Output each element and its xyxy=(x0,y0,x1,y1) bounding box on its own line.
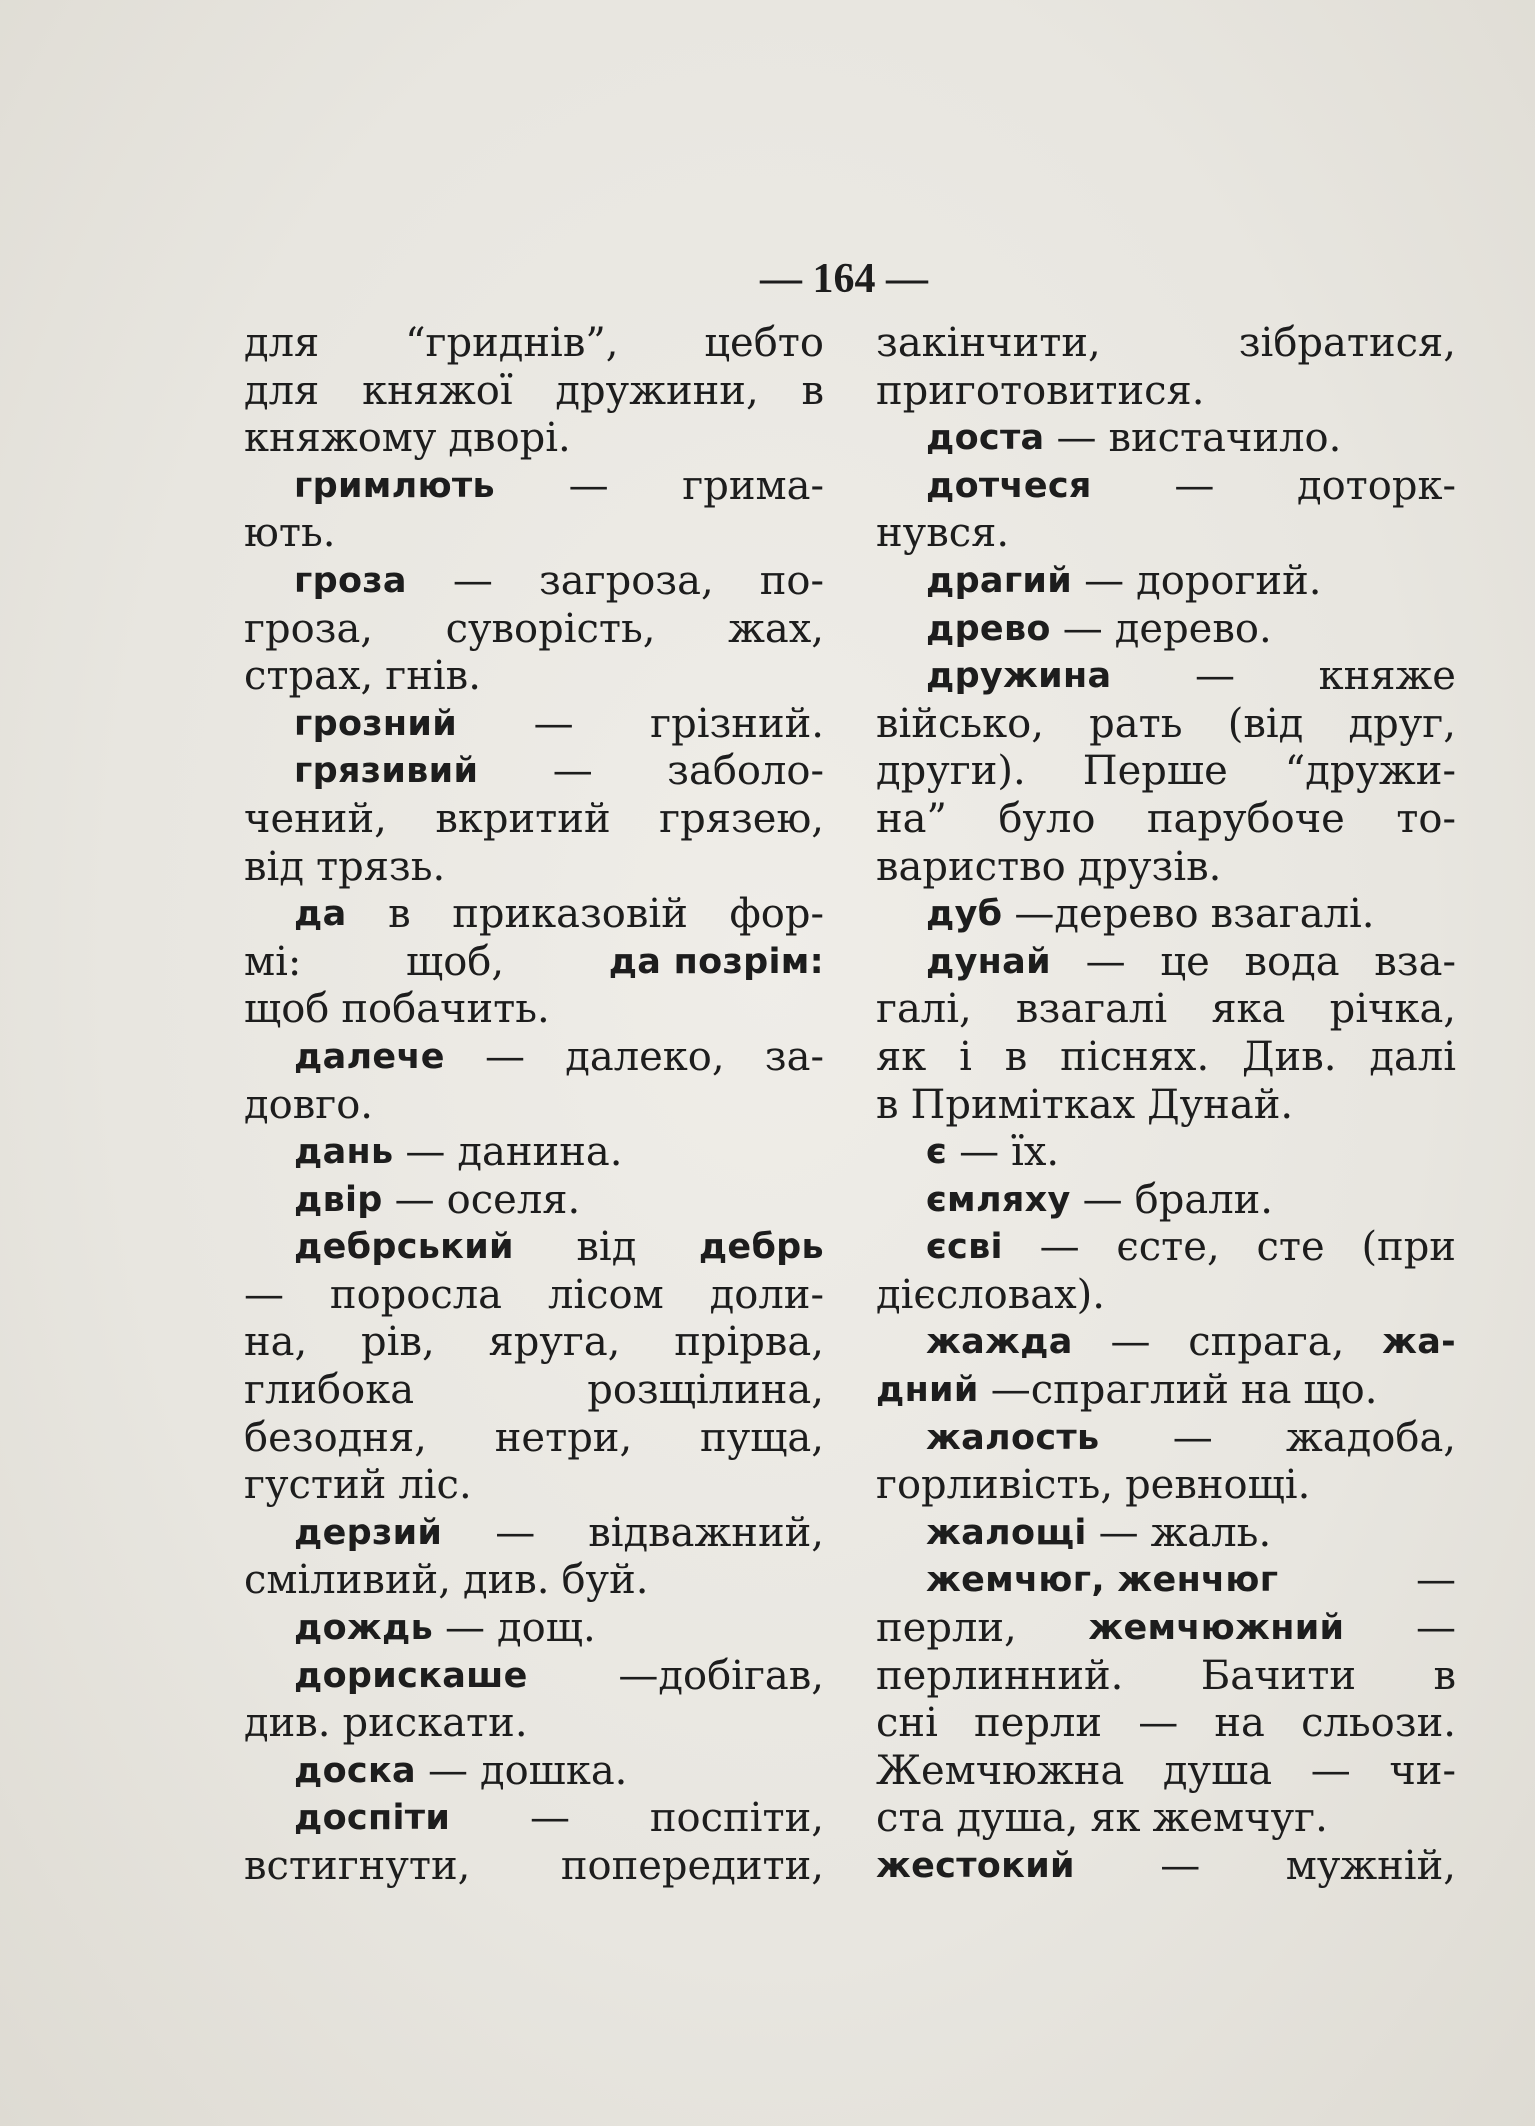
left-column xyxy=(244,320,824,1891)
word: доторк- xyxy=(1296,462,1456,509)
word: —добігав, xyxy=(618,1652,824,1699)
text-line xyxy=(876,748,1456,796)
word: на xyxy=(1214,1700,1265,1747)
word: річка, xyxy=(1329,986,1456,1033)
word: нетри, xyxy=(494,1414,633,1461)
text-line xyxy=(244,891,824,939)
headword: дуб xyxy=(926,894,1003,935)
word: — xyxy=(530,1795,571,1842)
headword: древо xyxy=(926,608,1051,649)
word: вариство xyxy=(876,843,1066,890)
word: яка xyxy=(1211,986,1286,1033)
word: княжої xyxy=(362,367,513,414)
word: піснях. xyxy=(1060,1033,1210,1080)
word: Перше xyxy=(1082,748,1228,795)
headword: дунай xyxy=(926,941,1051,982)
word: перли xyxy=(974,1700,1103,1747)
headword: дотчеся xyxy=(926,465,1092,506)
text-line xyxy=(876,1795,1456,1843)
text-line xyxy=(244,1795,824,1843)
word: чений, xyxy=(244,795,387,842)
word: — xyxy=(1174,462,1215,509)
word: див. xyxy=(244,1700,331,1747)
word: дерево. xyxy=(1114,605,1272,652)
text-line xyxy=(876,1272,1456,1320)
word: дружини, xyxy=(555,367,759,414)
word: княжому xyxy=(244,415,437,462)
text-line xyxy=(876,891,1456,939)
headword: доска xyxy=(294,1750,416,1791)
text-line xyxy=(876,1462,1456,1510)
text-line xyxy=(244,510,824,558)
word: брали. xyxy=(1134,1176,1273,1223)
headword: дебрь xyxy=(698,1227,824,1268)
headword: дерзий xyxy=(294,1512,443,1553)
text-line xyxy=(876,558,1456,606)
word: гроза, xyxy=(244,605,374,652)
text-line xyxy=(876,1557,1456,1605)
text-line xyxy=(244,415,824,463)
word: для xyxy=(244,367,320,414)
text-line xyxy=(244,1462,824,1510)
word: жемчуг. xyxy=(1152,1795,1328,1842)
word: — xyxy=(1084,557,1125,604)
word: сміливий, xyxy=(244,1557,451,1604)
word: по- xyxy=(759,557,824,604)
word: далеко, xyxy=(565,1033,725,1080)
word: Жемчюжна xyxy=(876,1747,1125,1794)
text-line xyxy=(876,939,1456,987)
word: перлинний. xyxy=(876,1652,1124,1699)
text-line xyxy=(876,796,1456,844)
word: за- xyxy=(764,1033,824,1080)
text-line xyxy=(876,415,1456,463)
word: “дружи- xyxy=(1284,748,1456,795)
word: як xyxy=(1090,1795,1141,1842)
word: взагалі. xyxy=(1210,891,1375,938)
word: — xyxy=(1110,1319,1151,1366)
word: — xyxy=(959,1129,1000,1176)
word: що. xyxy=(1303,1367,1378,1414)
word: —дерево xyxy=(1014,891,1199,938)
text-line xyxy=(876,1129,1456,1177)
text-line xyxy=(876,1034,1456,1082)
word: ліс. xyxy=(398,1462,472,1509)
word: — xyxy=(445,1605,486,1652)
text-line xyxy=(244,606,824,654)
text-line xyxy=(244,1272,824,1320)
headword: дождь xyxy=(294,1608,434,1649)
text-line xyxy=(876,1224,1456,1272)
word: щоб, xyxy=(406,938,505,985)
word: сте xyxy=(1256,1224,1325,1271)
headword: далече xyxy=(294,1036,445,1077)
word: сльози. xyxy=(1301,1700,1456,1747)
headword: є xyxy=(926,1132,948,1173)
word: — xyxy=(1172,1414,1213,1461)
text-line xyxy=(876,1748,1456,1796)
word: вкритий xyxy=(435,795,611,842)
word: вода xyxy=(1244,938,1340,985)
word: — xyxy=(1416,1557,1456,1604)
word: рів, xyxy=(361,1319,435,1366)
headword: єсві xyxy=(926,1227,1003,1268)
text-line xyxy=(244,1224,824,1272)
headword: дний xyxy=(876,1370,979,1411)
word: мі: xyxy=(244,938,302,985)
word: безодня, xyxy=(244,1414,427,1461)
word: — xyxy=(568,462,609,509)
text-line xyxy=(244,986,824,1034)
word: закінчити, xyxy=(876,320,1101,366)
word: “гриднів”, xyxy=(405,320,619,366)
text-line xyxy=(244,1605,824,1653)
headword: жажда xyxy=(926,1322,1073,1363)
word: пуща, xyxy=(700,1414,824,1461)
word: — xyxy=(495,1509,536,1556)
word: (при xyxy=(1361,1224,1456,1271)
word: побачить. xyxy=(341,986,550,1033)
word: друг, xyxy=(1348,700,1456,747)
word: гнів. xyxy=(385,653,481,700)
headword: двір xyxy=(294,1179,383,1220)
headword: доста xyxy=(926,418,1045,459)
word: то- xyxy=(1396,795,1456,842)
word: рать xyxy=(1089,700,1183,747)
word: див. xyxy=(462,1557,550,1604)
text-line xyxy=(876,1843,1456,1891)
page-number: — 164 — xyxy=(760,256,928,302)
word: княже xyxy=(1318,653,1456,700)
text-line xyxy=(244,558,824,606)
word: в xyxy=(801,367,824,414)
word: грязею, xyxy=(659,795,824,842)
word: грізний. xyxy=(650,700,824,747)
text-line xyxy=(876,1700,1456,1748)
word: зібратися, xyxy=(1238,320,1456,366)
headword: жестокий xyxy=(876,1846,1075,1886)
word: доли- xyxy=(709,1271,824,1318)
word: як xyxy=(876,1033,927,1080)
word: суворість, xyxy=(445,605,656,652)
word: — xyxy=(394,1176,435,1223)
headword: грязивий xyxy=(294,751,479,792)
word: нувся. xyxy=(876,510,1010,557)
text-line xyxy=(244,748,824,796)
word: дієсловах). xyxy=(876,1271,1105,1318)
text-line xyxy=(244,653,824,701)
word: душа xyxy=(1162,1747,1273,1794)
word: парубоче xyxy=(1146,795,1345,842)
text-line xyxy=(876,1177,1456,1225)
text-line xyxy=(244,1557,824,1605)
word: розщілина, xyxy=(587,1367,824,1414)
text-line xyxy=(244,701,824,749)
word: яруга, xyxy=(488,1319,621,1366)
word: други). xyxy=(876,748,1026,795)
text-line xyxy=(876,320,1456,368)
word: мужній, xyxy=(1285,1843,1456,1889)
word: спрага, xyxy=(1188,1319,1345,1366)
word: дорогий. xyxy=(1136,557,1322,604)
word: галі, xyxy=(876,986,972,1033)
text-line xyxy=(876,463,1456,511)
word: далі xyxy=(1369,1033,1456,1080)
headword: гроза xyxy=(294,560,407,601)
word: глибока xyxy=(244,1367,415,1414)
text-line xyxy=(876,1367,1456,1415)
word: дощ. xyxy=(497,1605,596,1652)
headword: жемчюг, женчюг xyxy=(926,1560,1279,1601)
word: густий xyxy=(244,1462,387,1509)
word: щоб xyxy=(244,986,330,1033)
word: відважний, xyxy=(588,1509,824,1556)
text-line xyxy=(244,1700,824,1748)
word: — xyxy=(552,748,593,795)
text-line xyxy=(244,1082,824,1130)
text-line xyxy=(876,1319,1456,1367)
word: перли, xyxy=(876,1605,1017,1652)
word: — xyxy=(1310,1747,1351,1794)
text-line xyxy=(876,368,1456,416)
word: оселя. xyxy=(446,1176,581,1223)
word: заболо- xyxy=(667,748,824,795)
word: — xyxy=(1039,1224,1080,1271)
text-line xyxy=(244,320,824,368)
word: трязь. xyxy=(315,843,446,890)
word: в xyxy=(1004,1033,1028,1080)
word: попередити, xyxy=(560,1843,824,1889)
word: на” xyxy=(876,795,947,842)
text-line xyxy=(244,1510,824,1558)
word: душа, xyxy=(956,1795,1079,1842)
word: — xyxy=(427,1747,468,1794)
word: в xyxy=(388,891,411,938)
word: взагалі xyxy=(1015,986,1168,1033)
word: — xyxy=(405,1129,446,1176)
headword: драгий xyxy=(926,560,1073,601)
headword: грозний xyxy=(294,703,458,744)
word: ревнощі. xyxy=(1125,1462,1311,1509)
word: вза- xyxy=(1374,938,1456,985)
word: Примітках xyxy=(910,1081,1136,1128)
text-line xyxy=(244,1319,824,1367)
word: — xyxy=(1160,1843,1201,1889)
word: жаль. xyxy=(1150,1509,1272,1556)
word: від xyxy=(244,843,304,890)
word: приказовій xyxy=(452,891,688,938)
word: поспіти, xyxy=(649,1795,824,1842)
text-line xyxy=(244,1367,824,1415)
word: грима- xyxy=(682,462,824,509)
text-line xyxy=(244,368,824,416)
text-line xyxy=(244,1748,824,1796)
text-line xyxy=(244,1177,824,1225)
text-line xyxy=(876,653,1456,701)
text-line xyxy=(876,986,1456,1034)
right-column xyxy=(876,320,1456,1891)
word: чи- xyxy=(1389,1747,1456,1794)
headword: жемчюжний xyxy=(1088,1608,1345,1649)
word: ста xyxy=(876,1795,945,1842)
word: єсте, xyxy=(1116,1224,1220,1271)
word: (від xyxy=(1227,700,1304,747)
word: — xyxy=(485,1033,526,1080)
word: — xyxy=(1082,1176,1123,1223)
word: для xyxy=(244,320,320,366)
word: встигнути, xyxy=(244,1843,471,1889)
word: на, xyxy=(244,1319,308,1366)
word: це xyxy=(1160,938,1210,985)
headword: жа- xyxy=(1382,1322,1456,1363)
text-line xyxy=(876,1510,1456,1558)
text-line xyxy=(244,796,824,844)
headword: да позрім: xyxy=(608,941,824,982)
word: від xyxy=(576,1224,637,1271)
word: Бачити xyxy=(1200,1652,1356,1699)
text-line xyxy=(876,1415,1456,1463)
text-line xyxy=(876,844,1456,892)
headword: доспіти xyxy=(294,1798,451,1839)
word: друзів. xyxy=(1077,843,1222,890)
word: рискати. xyxy=(342,1700,528,1747)
word: — xyxy=(1138,1700,1179,1747)
word: було xyxy=(998,795,1096,842)
text-line xyxy=(244,844,824,892)
word: страх, xyxy=(244,653,374,700)
headword: дружина xyxy=(926,656,1112,697)
word: фор- xyxy=(729,891,824,938)
word: в xyxy=(1433,1652,1456,1699)
word: лісом xyxy=(547,1271,664,1318)
word: — xyxy=(1415,1605,1456,1652)
word: — xyxy=(533,700,574,747)
headword: жалощі xyxy=(926,1512,1087,1553)
word: — xyxy=(1085,938,1126,985)
text-line xyxy=(244,1129,824,1177)
word: цебто xyxy=(704,320,824,366)
text-line xyxy=(244,1415,824,1463)
headword: ємляху xyxy=(926,1179,1071,1220)
headword: жалость xyxy=(926,1417,1100,1458)
text-line xyxy=(876,606,1456,654)
word: жадоба, xyxy=(1286,1414,1456,1461)
word: — xyxy=(1062,605,1103,652)
word: сні xyxy=(876,1700,938,1747)
word: горливість, xyxy=(876,1462,1114,1509)
text-line xyxy=(244,463,824,511)
word: на xyxy=(1240,1367,1292,1414)
word: ють. xyxy=(244,510,336,557)
text-line xyxy=(876,1605,1456,1653)
headword: да xyxy=(294,894,347,935)
headword: дань xyxy=(294,1132,394,1173)
word: Див. xyxy=(1242,1033,1337,1080)
headword: дебрський xyxy=(294,1227,514,1268)
word: данина. xyxy=(457,1129,623,1176)
word: військо, xyxy=(876,700,1044,747)
text-line xyxy=(244,1034,824,1082)
word: дошка. xyxy=(479,1747,628,1794)
word: приготовитися. xyxy=(876,367,1205,414)
headword: дорискаше xyxy=(294,1655,528,1696)
word: —спраглий xyxy=(990,1367,1229,1414)
word: — xyxy=(452,557,493,604)
word: довго. xyxy=(244,1081,373,1128)
text-line xyxy=(876,701,1456,749)
word: жах, xyxy=(728,605,824,652)
text-line xyxy=(244,1653,824,1701)
word: вистачило. xyxy=(1108,415,1342,462)
headword: гримлють xyxy=(294,465,495,506)
text-line xyxy=(876,510,1456,558)
word: — xyxy=(244,1271,284,1318)
word: їх. xyxy=(1011,1129,1060,1176)
word: і xyxy=(959,1033,972,1080)
word: поросла xyxy=(329,1271,503,1318)
word: прірва, xyxy=(674,1319,824,1366)
word: — xyxy=(1098,1509,1139,1556)
word: загроза, xyxy=(538,557,714,604)
word: — xyxy=(1195,653,1235,700)
text-line xyxy=(876,1082,1456,1130)
word: Дунай. xyxy=(1147,1081,1294,1128)
word: буй. xyxy=(561,1557,649,1604)
word: — xyxy=(1056,415,1097,462)
text-line xyxy=(244,939,824,987)
text-line xyxy=(876,1653,1456,1701)
word: дворі. xyxy=(448,415,571,462)
text-line xyxy=(244,1843,824,1891)
word: в xyxy=(876,1081,899,1128)
